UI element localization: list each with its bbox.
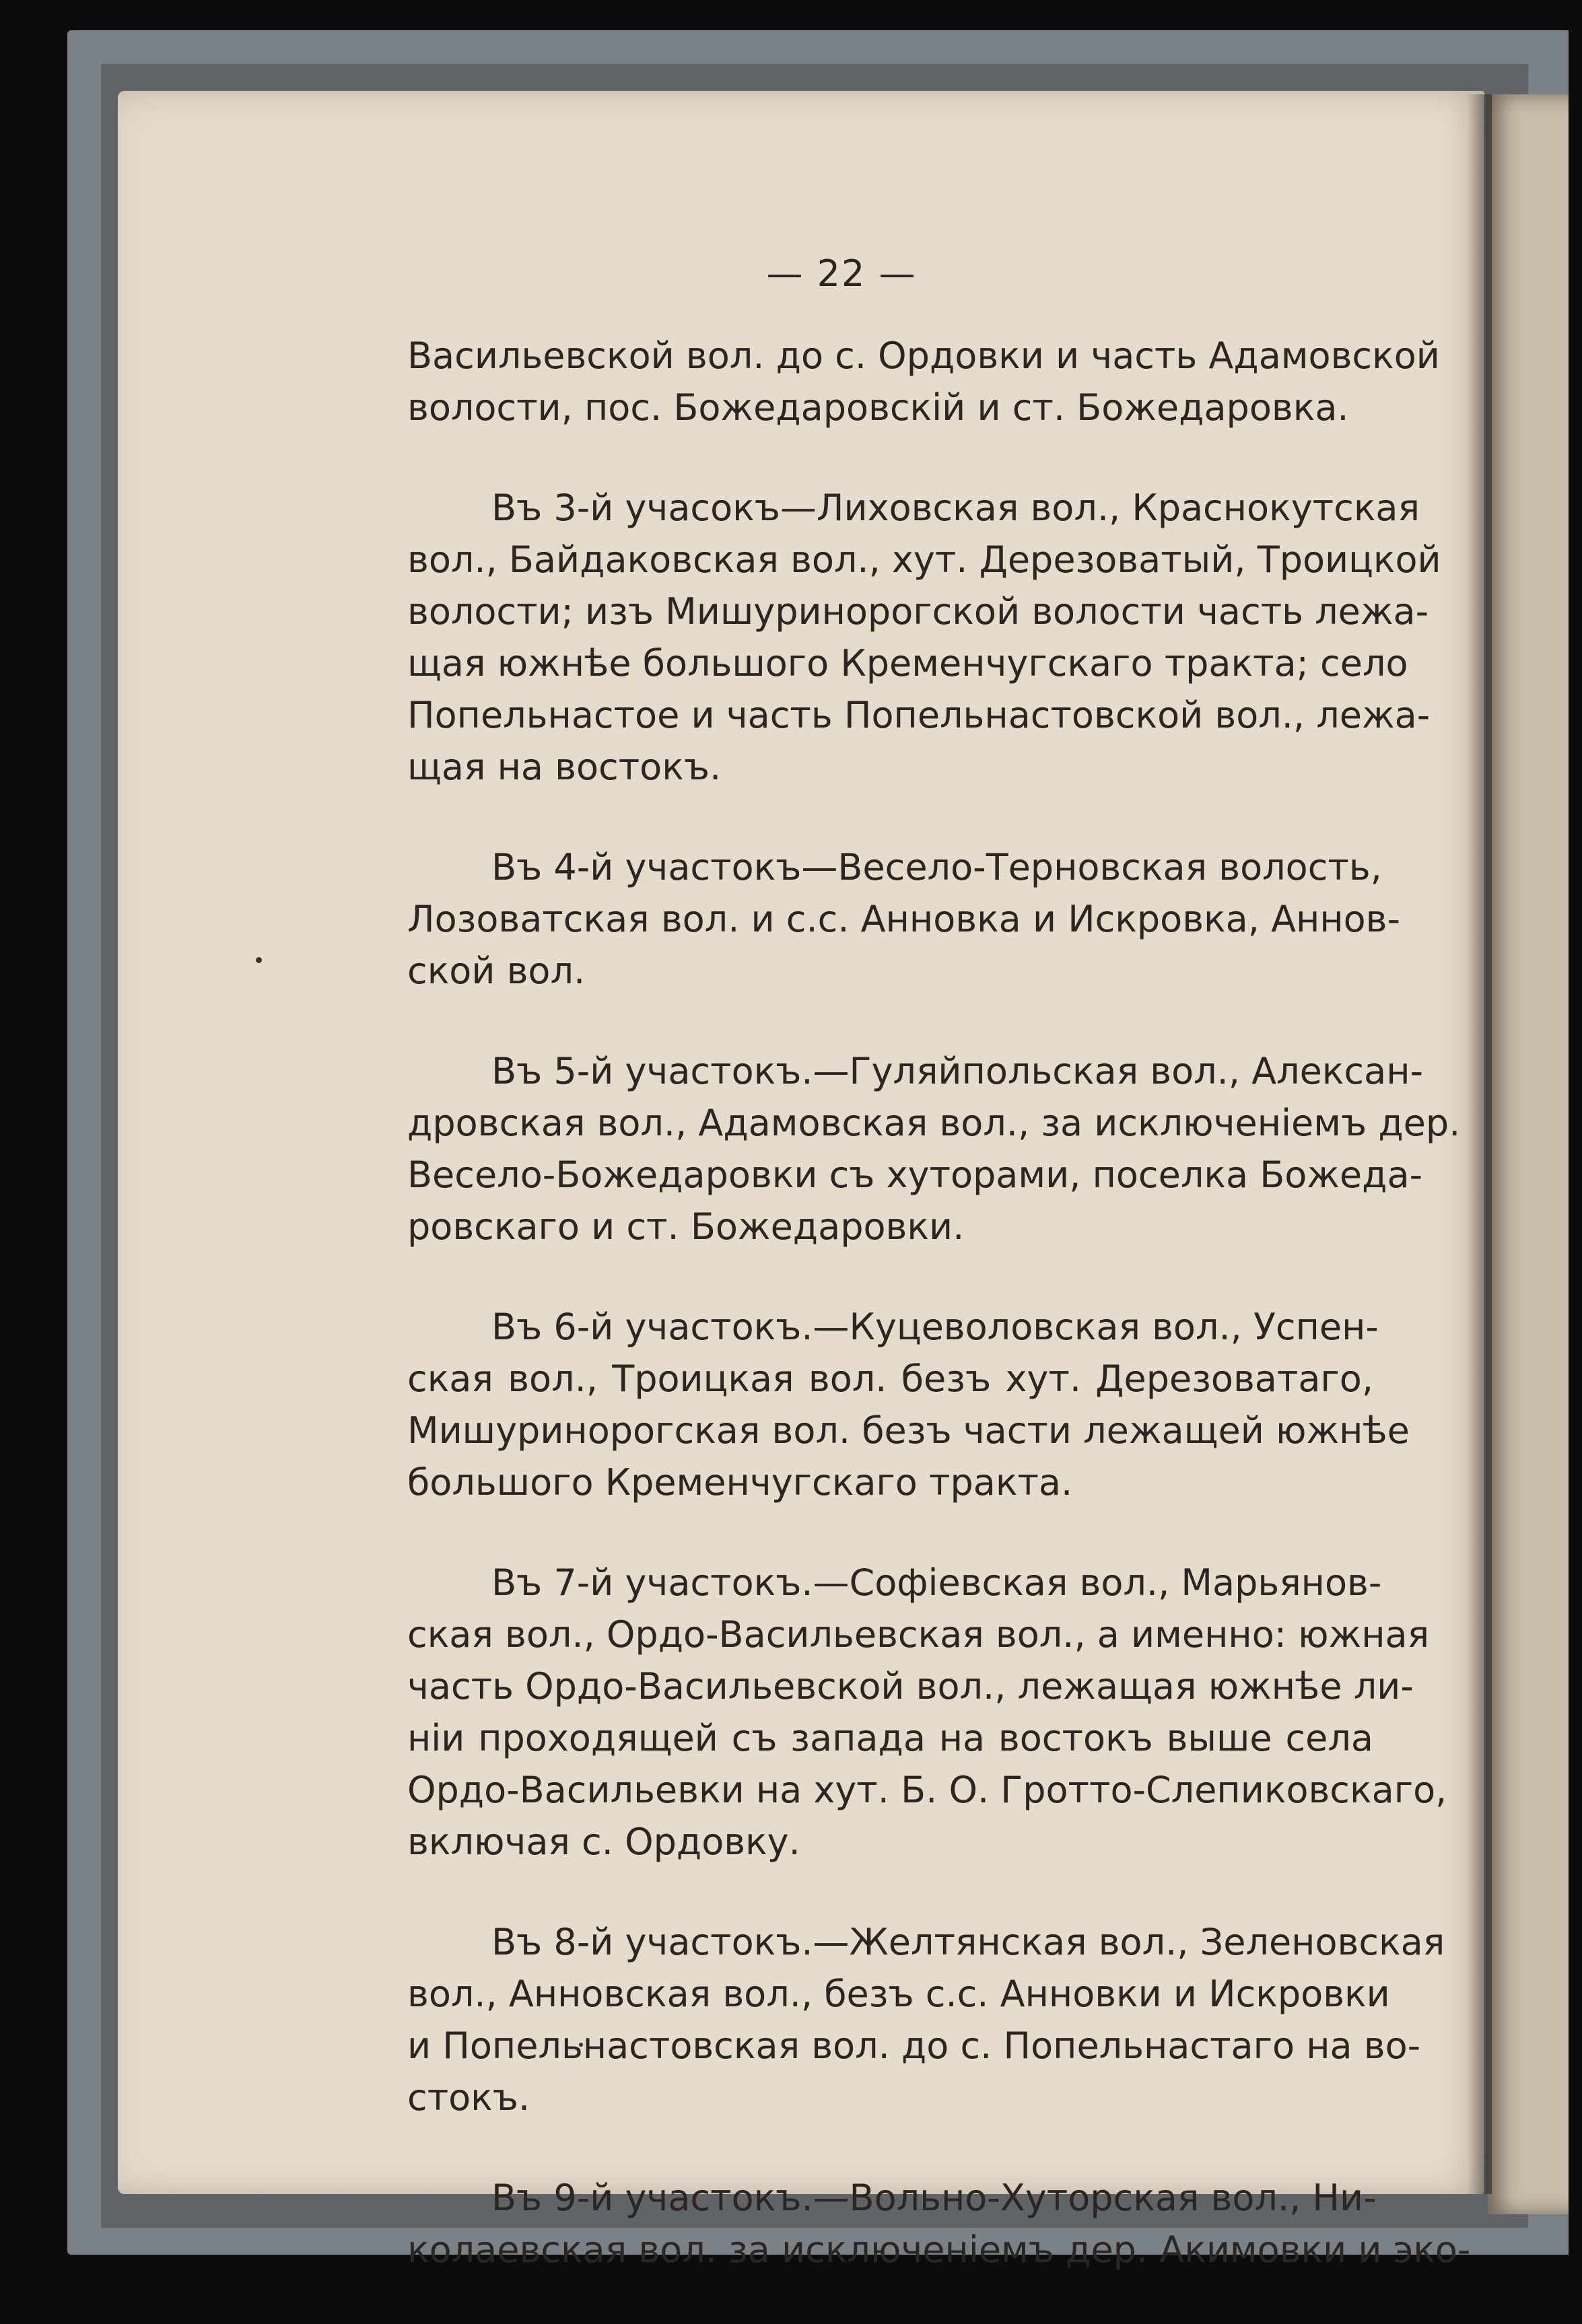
text-line: включая с. Ордовку. (407, 1821, 800, 1863)
speck (256, 957, 262, 963)
text-line: ніи проходящей съ запада на востокъ выше села (407, 1717, 1373, 1759)
text-line: Въ 4-й участокъ—Весело-Терновская волость, (491, 846, 1382, 888)
text-line: дровская вол., Адамовская вол., за исключеніемъ дер. (407, 1102, 1461, 1144)
page-number: — 22 — (766, 252, 917, 295)
paragraph-2 (407, 482, 1441, 793)
text-line: Въ 3-й учасокъ—Лиховская вол., Краснокутская (491, 487, 1420, 529)
text-line: ровскаго и ст. Божедаровки. (407, 1205, 965, 1248)
text-line: Мишуринорогская вол. безъ части лежащей южнѣе (407, 1409, 1410, 1452)
text-line: Весело-Божедаровки съ хуторами, поселка Божеда- (407, 1154, 1423, 1196)
text-line: Лозоватская вол. и с.с. Анновка и Искровка, Аннов- (407, 898, 1400, 940)
paragraph-8 (407, 2172, 1471, 2276)
paragraph-4 (407, 1045, 1461, 1253)
text-line: колаевская вол. за исключеніемъ дер. Акимовки и эко- (407, 2228, 1471, 2271)
text-line: волости, пос. Божедаровскій и ст. Божедаровка. (407, 386, 1349, 429)
text-line: вол., Анновская вол., безъ с.с. Анновки и Искровки (407, 1973, 1390, 2015)
text-line: Въ 9-й участокъ.—Вольно-Хуторская вол., Ни- (491, 2177, 1377, 2219)
text-line: ская вол., Троицкая вол. безъ хут. Дерезоватаго, (407, 1358, 1373, 1400)
text-line: Въ 8-й участокъ.—Желтянская вол., Зеленовская (491, 1921, 1445, 1963)
paragraph-3 (407, 841, 1400, 997)
page-text (407, 330, 1471, 2324)
facing-page-edge (1488, 94, 1582, 2214)
text-line: щая южнѣе большого Кременчугскаго тракта; село (407, 642, 1408, 684)
text-line: стокъ. (407, 2076, 530, 2119)
text-line: Попельнастое и часть Попельнастовской вол., лежа- (407, 694, 1431, 736)
scan-border (1569, 0, 1582, 2293)
paragraph-5 (407, 1301, 1410, 1508)
text-line: Въ 7-й участокъ.—Софіевская вол., Марьянов- (491, 1561, 1382, 1604)
text-line: Въ 6-й участокъ.—Куцеволовская вол., Успен- (491, 1306, 1379, 1348)
page-gutter-shadow (1468, 94, 1492, 2194)
paragraph-6 (407, 1557, 1447, 1868)
paragraph-7 (407, 1916, 1445, 2123)
text-line: ской вол. (407, 950, 586, 992)
text-line: Ордо-Васильевки на хут. Б. О. Гротто-Слепиковскаго, (407, 1769, 1447, 1811)
text-line: ская вол., Ордо-Васильевская вол., а именно: южная (407, 1613, 1430, 1656)
text-line: вол., Байдаковская вол., хут. Дерезоватый, Троицкой (407, 538, 1441, 581)
text-line: щая на востокъ. (407, 746, 722, 788)
text-line: часть Ордо-Васильевской вол., лежащая южнѣе ли- (407, 1665, 1414, 1707)
paragraph-1 (407, 330, 1440, 433)
text-line: волости; изъ Мишуринорогской волости часть лежа- (407, 590, 1429, 633)
text-line: Въ 5-й участокъ.—Гуляйпольская вол., Алексан- (491, 1050, 1423, 1092)
text-line: и Попельнастовская вол. до с. Попельнастаго на во- (407, 2024, 1421, 2067)
text-line: Васильевской вол. до с. Ордовки и часть Адамовской (407, 334, 1440, 377)
text-line: большого Кременчугскаго тракта. (407, 1461, 1073, 1504)
